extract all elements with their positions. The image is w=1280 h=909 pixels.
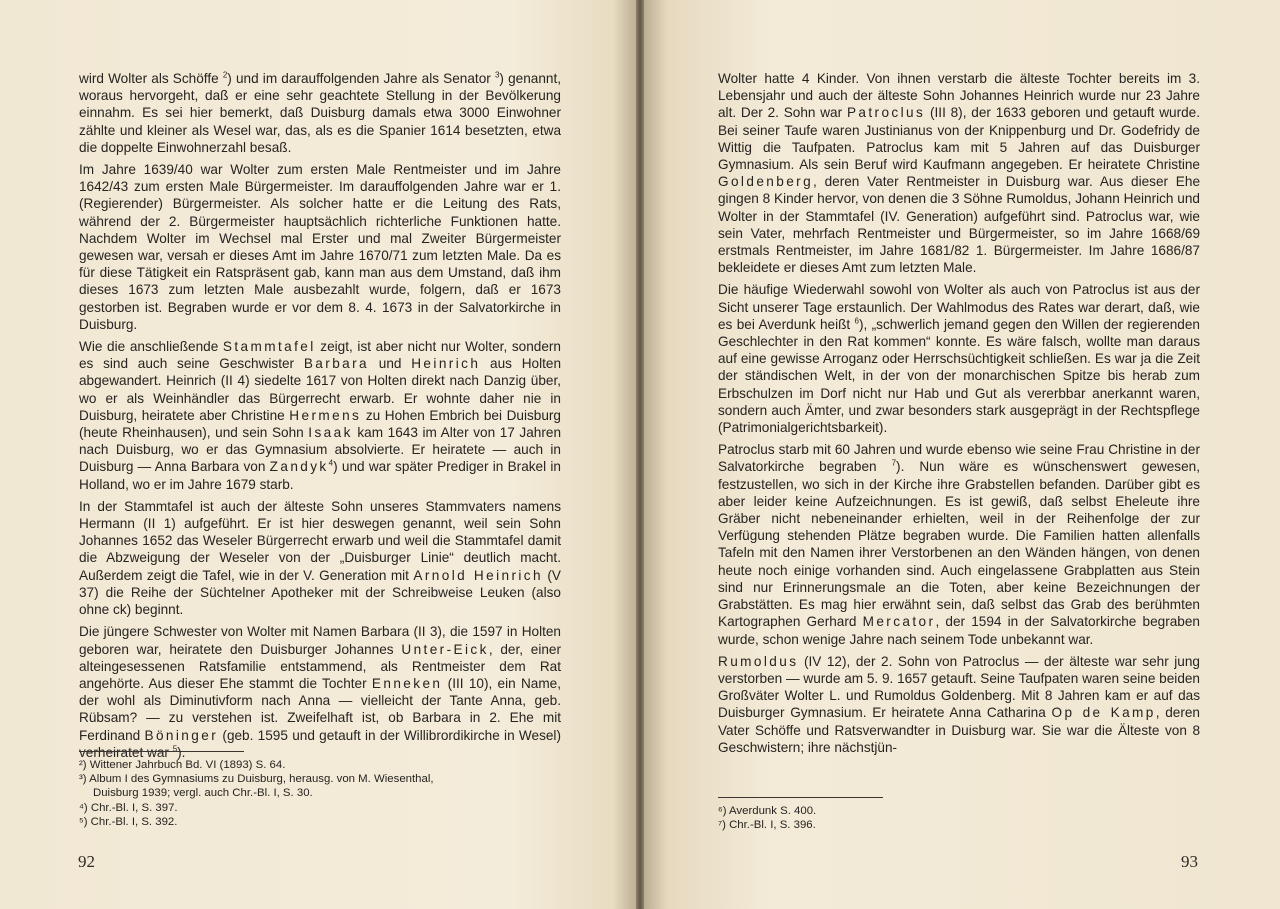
emphasized-name: Goldenberg (718, 174, 814, 190)
emphasized-name: Unter-Eick (401, 641, 489, 657)
left-page-number: 92 (78, 852, 95, 871)
text-run: , deren Vater Schöffe und Ratsverwandter in Duisburg war. Sie war die Älteste von 8 Geschwistern; ihre nächstjün- (718, 705, 1200, 755)
text-run: Die häufige Wiederwahl sowohl von Wolter als auch von Patroclus ist aus der Sicht unserer Tage erstaunlich. Der Wahlmodus des Rates war derart, daß, wie es bei Averdunk heißt (718, 282, 1200, 332)
book-gutter (636, 0, 644, 909)
footnote-marker: 3 (494, 70, 500, 80)
emphasized-name: Mercator (862, 614, 936, 630)
footnote (79, 758, 559, 772)
paragraph (79, 623, 561, 761)
text-run: zeigt, ist aber nicht nur Wolter, sondern es sind auch seine Geschwister (79, 339, 561, 372)
text-run: kam 1643 im Alter von 17 Jahren nach Duisburg, wo er das Gymnasium absolvierte. Er heiratete — auch in Duisburg — Anna Barbara von (79, 425, 561, 475)
right-footnotes (718, 804, 1198, 832)
emphasized-name: Op de Kamp (1051, 705, 1156, 721)
text-run: (geb. 1595 und getauft in der Willibrordikirche in Wesel) verheiratet war (79, 727, 561, 760)
text-run: , der, einer alteingesessenen Ratsfamilie entstammend, als Rentmeister dem Rat angehörte. Aus dieser Ehe stammt die Tochter (79, 641, 561, 691)
footnote-line: ²) Wittener Jahrbuch Bd. VI (1893) S. 64. (79, 759, 286, 771)
right-body-text (718, 70, 1200, 761)
text-run: ), „schwerlich jemand gegen den Willen der regierenden Geschlechter in den Rat kommen“ konnte. Es wäre falsch, wollte man daraus auf eine gewisse Arroganz oder Herrschsüchtigkeit schließen. Es war ja die Zeit der ständischen Welt, in der von der monarchischen Spitze bis herab zum Erbschulzen im Dorf nicht nur Hab und Gut als vererbbar anerkannt waren, sondern auch Ämter, und zwar besonders stark ausgeprägt in der Rechtspflege (Patrimonialgerichtsbarkeit). (718, 316, 1200, 436)
text-run: wird Wolter als Schöffe (79, 71, 223, 86)
paragraph (718, 70, 1200, 276)
text-run: In der Stammtafel ist auch der älteste Sohn unseres Stammvaters namens Hermann (II 1) aufgeführt. Er ist hier deswegen genannt, weil sein Sohn Johannes 1652 das Weseler Bürgerrecht erwarb und weil die Stammtafel damit die Abzweigung der Weseler von der „Duisburger Linie“ deutlich macht. Außerdem zeigt die Tafel, wie in der V. Generation mit (79, 498, 561, 583)
text-run: ) und war später Prediger in Brakel in Holland, wo er im Jahre 1679 starb. (79, 459, 561, 492)
emphasized-name: Böninger (144, 727, 219, 743)
footnote (79, 801, 559, 815)
paragraph (718, 653, 1200, 756)
footnote (79, 772, 559, 800)
text-run: aus Holten abgewandert. Heinrich (II 4) siedelte 1617 von Holten direkt nach Danzig über, wo er als Weinhändler das Bürgerrecht erwarb. Er wohnte daher nie in Duisburg, heiratete aber Christine (79, 356, 562, 423)
text-run: ). Nun wäre es wünschenswert gewesen, festzustellen, wo sich in der Kirche ihre Grabstellen befanden. Darüber gibt es aber leider keine Aufzeichnungen. Es ist gewiß, daß selbst Eheleute ihre Gräber nicht nebeneinander erhielten, weil in der Reihenfolge der zur Verfügung stehenden Plätze begraben wurde. Die Familien hatten allenfalls Tafeln mit den Namen ihrer Verstorbenen an den Wänden hängen, von denen heute noch einige vorhanden sind. Auch eingelassene Grabplatten aus Stein sind nur Erinnerungsmale an die Toten, aber keine Bezeichnungen der Grabstätten. Es mag hier erwähnt sein, daß selbst das Grab des berühmten Kartographen Gerhard (718, 459, 1201, 630)
emphasized-name: Isaak (308, 425, 353, 441)
text-run: Patroclus starb mit 60 Jahren und wurde ebenso wie seine Frau Christine in der Salvatorkirche begraben (718, 442, 1200, 475)
emphasized-name: Patroclus (846, 105, 926, 121)
footnote-line: ⁵) Chr.-Bl. I, S. 392. (79, 815, 178, 828)
emphasized-name: Heinrich (411, 356, 481, 372)
paragraph (718, 441, 1200, 647)
text-run: Die jüngere Schwester von Wolter mit Namen Barbara (II 3), die 1597 in Holten geboren war, heiratete den Duisburger Johannes (79, 624, 561, 657)
text-run: ). (177, 744, 186, 760)
text-run: Wie die anschließende (79, 339, 223, 355)
text-run: ) genannt, woraus hervorgeht, daß er eine sehr geachtete Stellung in der Bevölkerung einnahm. Es sei hier bemerkt, daß Duisburg damals etwa 3000 Einwohner zählte und kleiner als Wesel war, das, als es die Spanier 1614 besetzten, etwa die doppelte Einwohnerzahl besaß. (79, 71, 562, 155)
text-run: , deren Vater Rentmeister in Duisburg war. Aus dieser Ehe gingen 8 Kinder hervor, von denen die 3 Söhne Rumoldus, Johann Heinrich und Wolter in der Stammtafel (IV. Generation) aufgeführt sind. Patroclus war, wie sein Vater, mehrfach Rentmeister und Bürgermeister, so im Jahre 1668/69 erstmals Rentmeister, im Jahre 1681/82 1. Bürgermeister. Im Jahre 1686/87 bekleidete er dieses Amt zum letzten Male. (718, 174, 1200, 276)
footnote-marker: 5 (172, 744, 178, 754)
footnote-marker: 6 (854, 316, 859, 326)
footnote-line: ⁶) Averdunk S. 400. (718, 805, 817, 817)
footnote (718, 818, 1198, 832)
footnote-marker: 2 (222, 70, 228, 80)
text-run: Im Jahre 1639/40 war Wolter zum ersten Male Rentmeister und im Jahre 1642/43 zum ersten Male Bürgermeister. Im darauffolgenden Jahre war er 1. (Regierender) Bürgermeister. Als solcher hatte er die Leitung des Rats, während der 2. Bürgermeister hauptsächlich richterliche Funktionen hatte. Nachdem Wolter im Wechsel mal Erster und mal Zweiter Bürgermeister gewesen war, versah er dieses Amt im Jahre 1670/71 zum letzten Male. Da es für diese Tätigkeit ein Ratspräsent gab, kann man aus dem Umstand, daß ihm dieses 1673 zum letzten Male ausbezahlt wurde, folgern, daß er 1673 gestorben ist. Begraben wurde er vor dem 8. 4. 1673 in der Salvatorkirche in Duisburg. (79, 162, 561, 332)
emphasized-name: Stammtafel (222, 339, 316, 355)
footnote-line: ⁴) Chr.-Bl. I, S. 397. (79, 801, 178, 814)
paragraph (79, 338, 561, 493)
text-run: und (369, 356, 412, 372)
paragraph (79, 161, 561, 333)
text-run: (III 10), ein Name, der wohl als Diminutivform nach Anna — vielleicht der Tante Anna, geb. Rübsam? — zu verstehen ist. Zweifelhaft ist, ob Barbara in 2. Ehe mit Ferdinand (79, 675, 561, 743)
footnote-line: Duisburg 1939; vergl. auch Chr.-Bl. I, S. 30. (93, 787, 313, 800)
emphasized-name: Barbara (303, 356, 370, 372)
emphasized-name: Hermens (289, 407, 362, 423)
emphasized-name: Enneken (371, 675, 443, 691)
left-footnote-rule (79, 751, 244, 752)
left-footnotes (79, 758, 559, 829)
text-run: (V 37) die Reihe der Süchtelner Apotheker mit der Schreibweise Leuken (also ohne ck) beginnt. (79, 567, 562, 618)
footnote-marker: 7 (891, 458, 897, 468)
right-page-number: 93 (1181, 852, 1198, 871)
emphasized-name: Arnold Heinrich (413, 567, 543, 583)
paragraph (79, 498, 561, 618)
left-body-text (79, 70, 561, 766)
text-run: (III 8), der 1633 geboren und getauft wurde. Bei seiner Taufe waren Justinianus von der Knippenburg und Dr. Godefridy de Wittig die Taufpaten. Patroclus kam mit 5 Jahren auf das Duisburger Gymnasium. Als sein Beruf wird Kaufmann angegeben. Er heiratete Christine (718, 105, 1200, 173)
emphasized-name: Rumoldus (718, 653, 799, 669)
text-run: (IV 12), der 2. Sohn von Patroclus — der älteste war sehr jung verstorben — wurde am 5. 9. 1657 getauft. Seine Taufpaten waren seine beiden Großväter Wolter L. und Rumoldus Goldenberg. Mit 8 Jahren kam er auf das Duisburger Gymnasium. Er heiratete Anna Catharina (718, 653, 1200, 721)
paragraph (718, 281, 1200, 436)
text-run: zu Hohen Embrich bei Duisburg (heute Rheinhausen), und sein Sohn (79, 407, 561, 441)
paragraph (79, 70, 561, 156)
footnote-marker: 4 (328, 458, 334, 468)
footnote (718, 804, 1198, 818)
text-run: ) und im darauffolgenden Jahre als Senator (227, 71, 495, 86)
footnote (79, 815, 559, 829)
footnote-line: ³) Album I des Gymnasiums zu Duisburg, herausg. von M. Wiesenthal, (79, 773, 434, 786)
text-run: , der 1594 in der Salvatorkirche begraben wurde, schon wenige Jahre nach seinem Tode unbekannt war. (718, 614, 1200, 647)
text-run: Wolter hatte 4 Kinder. Von ihnen verstarb die älteste Tochter bereits im 3. Lebensjahr und auch der älteste Sohn Johannes Heinrich wurde nur 23 Jahre alt. Der 2. Sohn war (718, 71, 1200, 121)
right-footnote-rule (718, 797, 883, 798)
footnote-line: ⁷) Chr.-Bl. I, S. 396. (718, 819, 816, 832)
emphasized-name: Zandyk (269, 459, 329, 475)
